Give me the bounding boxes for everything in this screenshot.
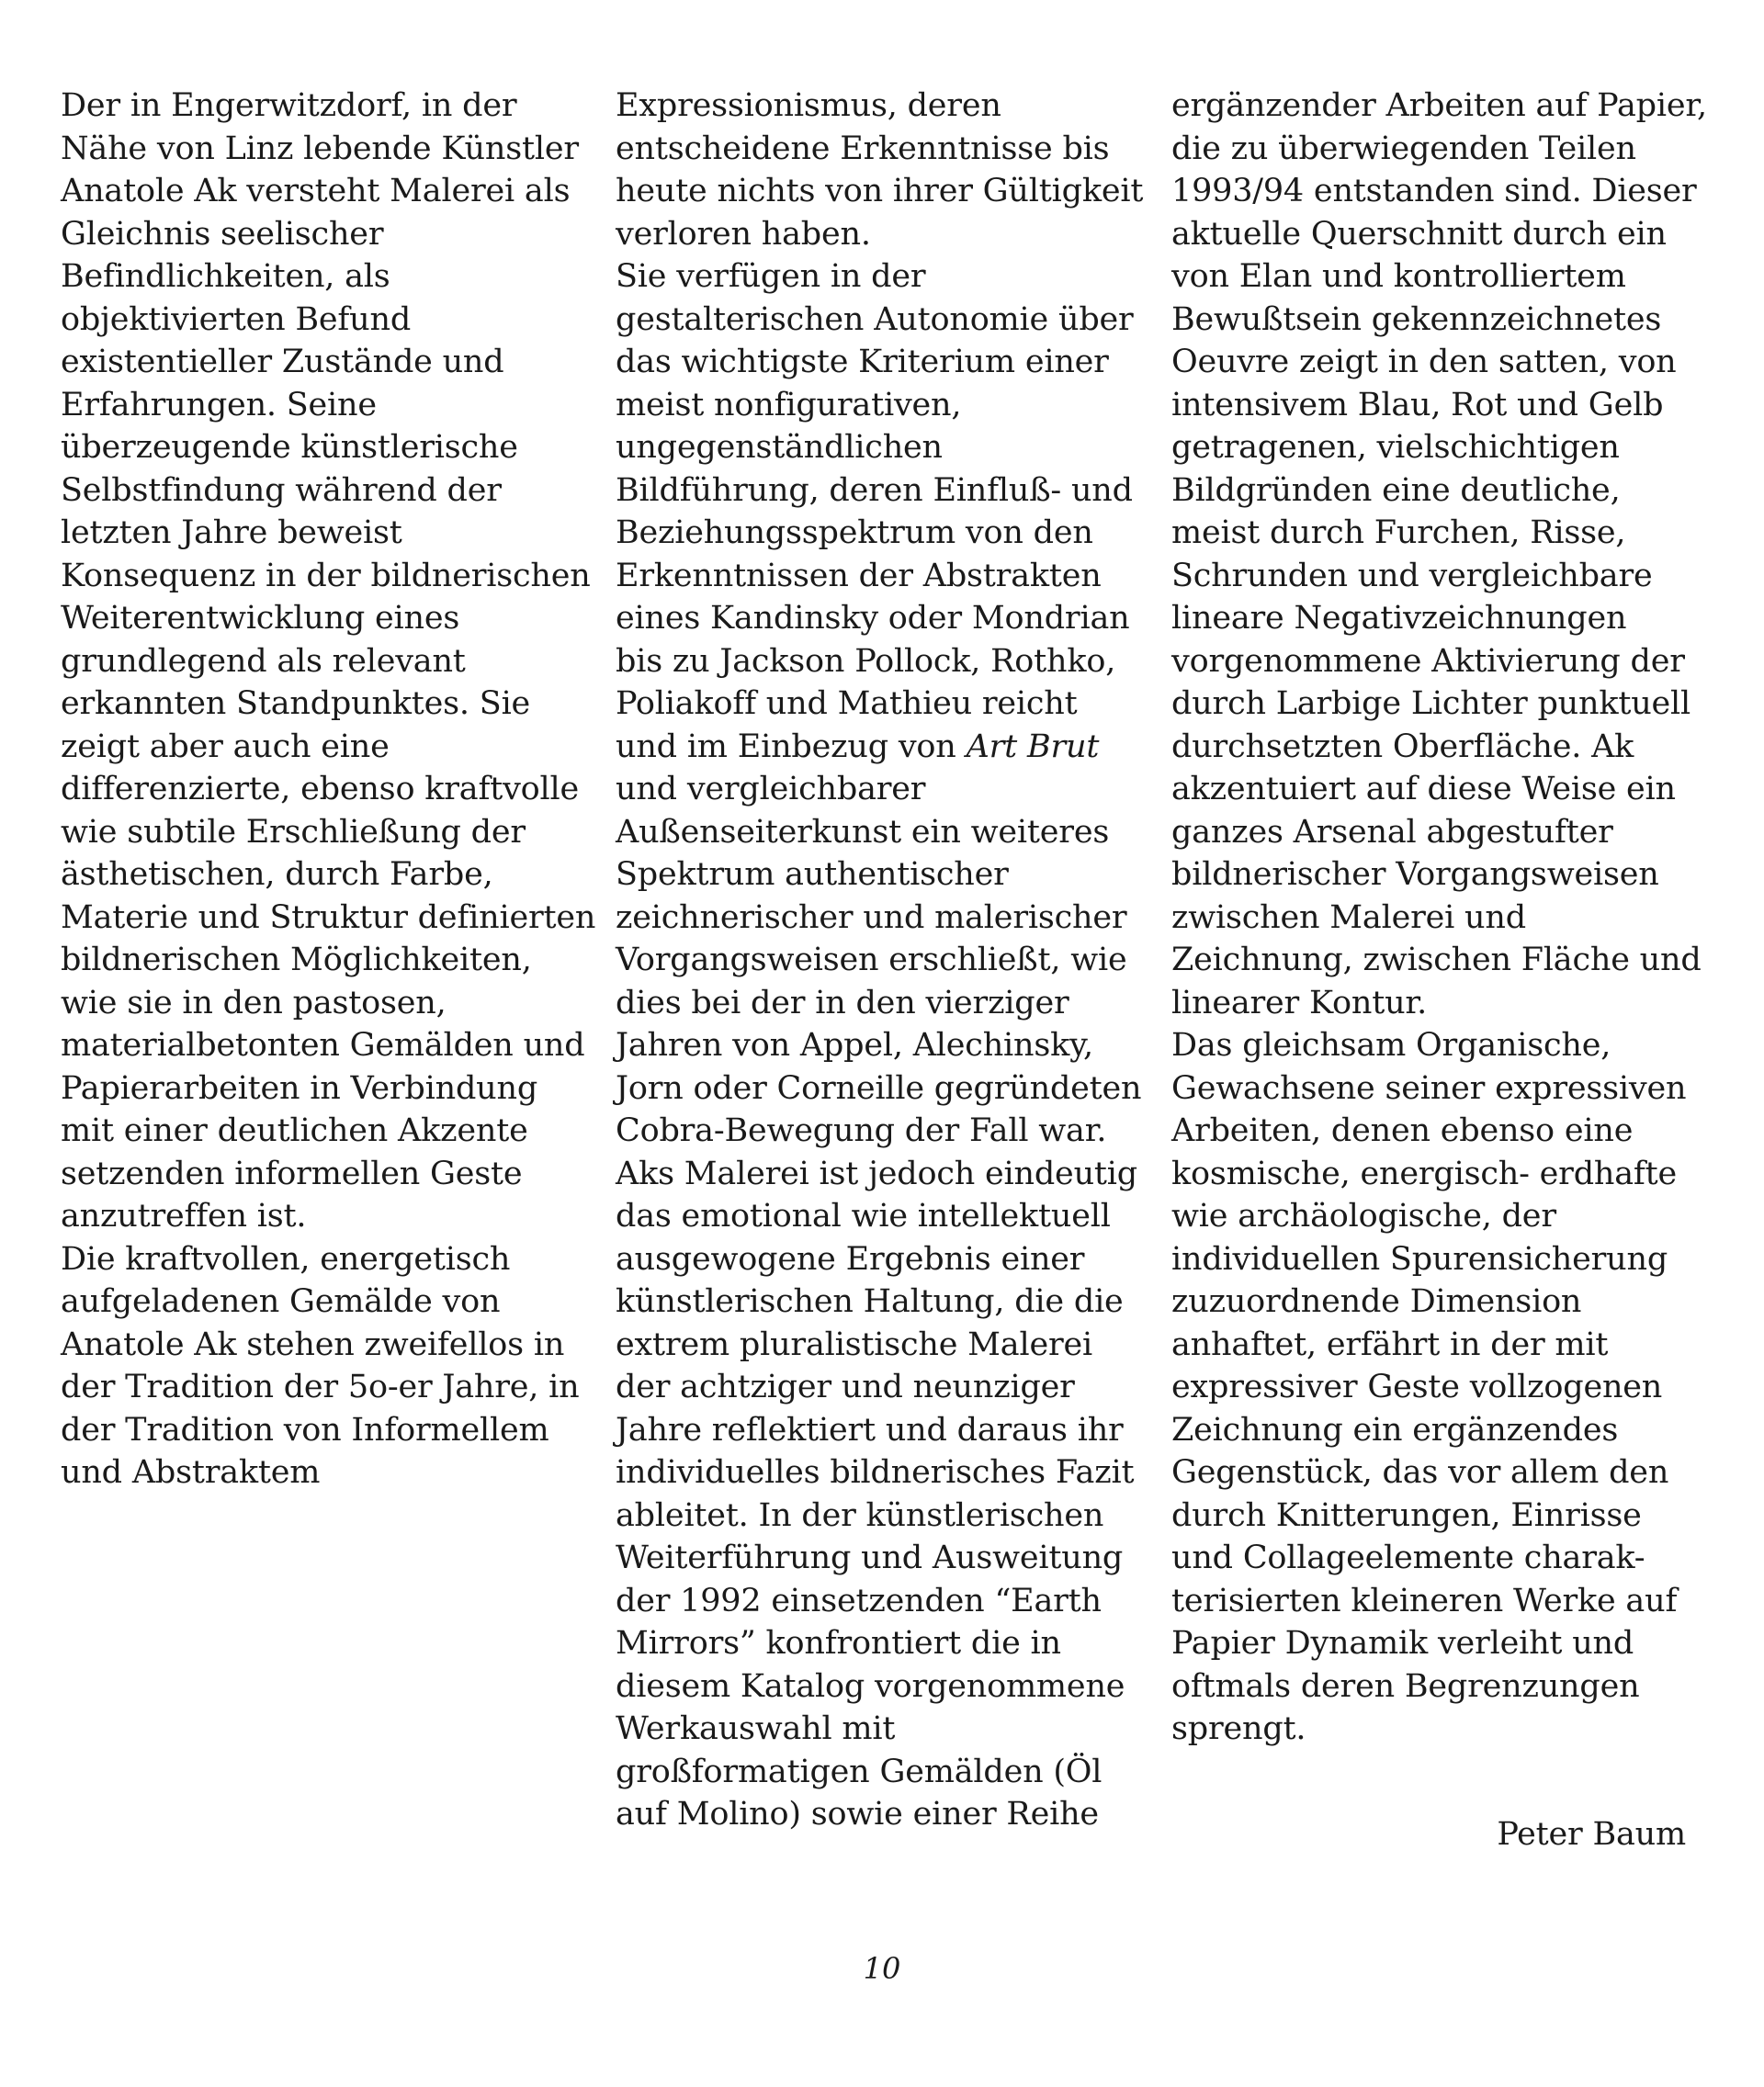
text-line: zeigt aber auch eine	[61, 728, 390, 765]
text-line: Jahre reflektiert und daraus ihr	[616, 1411, 1124, 1449]
text-line: Poliakoff und Mathieu reicht	[616, 685, 1078, 722]
text-line: differenzierte, ebenso kraftvolle	[61, 771, 580, 807]
text-line: Beziehungsspektrum von den	[616, 514, 1093, 551]
text-line: Spektrum authentischer	[616, 856, 1009, 893]
text-line: Papierarbeiten in Verbindung	[61, 1069, 538, 1107]
text-line: materialbetonten Gemälden und	[61, 1027, 585, 1064]
text-line: anhaftet, erfährt in der mit	[1171, 1326, 1609, 1363]
text-line: Erkenntnissen der Abstrakten	[616, 557, 1102, 594]
text-line: und Collageelemente charak-	[1171, 1540, 1645, 1576]
text-line: Weiterentwicklung eines	[61, 600, 460, 637]
text-line: Außenseiterkunst ein weiteres	[616, 813, 1110, 851]
text-line: und vergleichbarer	[616, 771, 926, 807]
text-line: Selbstfindung während der	[61, 471, 502, 509]
text-line: Nähe von Linz lebende Künstler	[61, 130, 579, 167]
text-line: diesem Katalog vorgenommene	[616, 1667, 1125, 1705]
text-line: auf Molino) sowie einer Reihe	[616, 1796, 1099, 1833]
text-line: lineare Negativzeichnungen	[1171, 600, 1627, 637]
text-line: von Elan und kontrolliertem	[1171, 258, 1626, 295]
italic-term: Art Brut	[966, 728, 1100, 765]
text-line: der Tradition der 5o-er Jahre, in	[61, 1369, 580, 1405]
text-line: ausgewogene Ergebnis einer	[616, 1240, 1085, 1278]
text-line: oftmals deren Begrenzungen	[1171, 1667, 1640, 1705]
text-line: durch Knitterungen, Einrisse	[1171, 1496, 1642, 1534]
text-line: und Abstraktem	[61, 1454, 321, 1491]
text-line: Die kraftvollen, energetisch	[61, 1240, 511, 1278]
text-line: dies bei der in den vierziger	[616, 984, 1069, 1021]
text-line: der Tradition von Informellem	[61, 1411, 549, 1449]
text-line: sprengt.	[1171, 1710, 1306, 1747]
text-line: Bildgründen eine deutliche,	[1171, 471, 1621, 509]
text-line: kosmische, energisch- erdhafte	[1171, 1155, 1678, 1192]
text-line: durchsetzten Oberfläche. Ak	[1171, 728, 1634, 765]
text-line: eines Kandinsky oder Mondrian	[616, 600, 1130, 637]
text-line: Anatole Ak stehen zweifellos in	[61, 1326, 565, 1363]
text-line: erkannten Standpunktes. Sie	[61, 685, 531, 722]
text-line: wie archäologische, der	[1171, 1198, 1556, 1235]
text-column-2	[616, 85, 1148, 1836]
text-line: durch Larbige Lichter punktuell	[1171, 685, 1691, 722]
text-line: Vorgangsweisen erschließt, wie	[616, 942, 1127, 978]
text-line: künstlerischen Haltung, die die	[616, 1283, 1124, 1320]
text-line: intensivem Blau, Rot und Gelb	[1171, 386, 1664, 423]
text-line: das wichtigste Kriterium einer	[616, 344, 1109, 380]
text-line: Das gleichsam Organische,	[1171, 1027, 1611, 1064]
text-line: meist durch Furchen, Risse,	[1171, 514, 1626, 551]
text-line: bildnerischer Vorgangsweisen	[1171, 856, 1659, 893]
text-column-1	[61, 85, 594, 1495]
text-line: wie sie in den pastosen,	[61, 984, 447, 1021]
text-line: Jorn oder Corneille gegründeten	[616, 1069, 1142, 1107]
text-line: der achtziger und neunziger	[616, 1369, 1075, 1405]
text-line: setzenden informellen Geste	[61, 1155, 523, 1192]
text-line: individuellen Spurensicherung	[1171, 1240, 1668, 1278]
text-line: Werkauswahl mit	[616, 1710, 896, 1747]
text-line: 1993/94 entstanden sind. Dieser	[1171, 173, 1697, 209]
text-line: meist nonfigurativen,	[616, 386, 962, 423]
text-line: terisierten kleineren Werke auf	[1171, 1582, 1678, 1619]
text-line: Oeuvre zeigt in den satten, von	[1171, 344, 1677, 380]
text-line: Befindlichkeiten, als	[61, 258, 390, 295]
text-line: Papier Dynamik verleiht und	[1171, 1625, 1634, 1662]
text-line: Anatole Ak versteht Malerei als	[61, 173, 571, 209]
text-line: Schrunden und vergleichbare	[1171, 557, 1653, 594]
text-line: akzentuiert auf diese Weise ein	[1171, 771, 1676, 807]
text-line: extrem pluralistische Malerei	[616, 1326, 1093, 1363]
text-line: die zu überwiegenden Teilen	[1171, 130, 1636, 167]
text-line: Bildführung, deren Einfluß- und	[616, 471, 1133, 509]
text-line: Weiterführung und Ausweitung	[616, 1540, 1124, 1576]
text-line: Der in Engerwitzdorf, in der	[61, 87, 517, 124]
text-line: Mirrors” konfrontiert die in	[616, 1625, 1061, 1662]
text-line: anzutreffen ist.	[61, 1198, 307, 1235]
text-line: grundlegend als relevant	[61, 642, 466, 680]
text-line: objektivierten Befund	[61, 300, 412, 338]
text-line: entscheidene Erkenntnisse bis	[616, 130, 1110, 167]
text-line: verloren haben.	[616, 215, 871, 253]
text-line: vorgenommene Aktivierung der	[1171, 642, 1685, 680]
text-line: heute nichts von ihrer Gültigkeit	[616, 173, 1144, 209]
text-line: Gegenstück, das vor allem den	[1171, 1454, 1669, 1491]
text-line: ungegenständlichen	[616, 429, 943, 466]
text-line: Zeichnung, zwischen Fläche und	[1171, 942, 1702, 978]
text-line: Expressionismus, deren	[616, 87, 1001, 124]
text-line: individuelles bildnerisches Fazit	[616, 1454, 1135, 1491]
text-line: Aks Malerei ist jedoch eindeutig	[616, 1155, 1137, 1192]
text-line: zwischen Malerei und	[1171, 898, 1526, 936]
text-line: zuzuordnende Dimension	[1171, 1283, 1582, 1320]
author-signature: Peter Baum	[1497, 1816, 1686, 1853]
text-line: Gewachsene seiner expressiven	[1171, 1069, 1687, 1107]
text-line: getragenen, vielschichtigen	[1171, 429, 1620, 466]
text-line: linearer Kontur.	[1171, 984, 1428, 1021]
text-line: überzeugende künstlerische	[61, 429, 518, 466]
text-line: ganzes Arsenal abgestufter	[1171, 813, 1613, 851]
text-line: bildnerischen Möglichkeiten,	[61, 942, 532, 978]
text-line: wie subtile Erschließung der	[61, 813, 526, 851]
text-line: mit einer deutlichen Akzente	[61, 1112, 528, 1149]
text-line: das emotional wie intellektuell	[616, 1198, 1111, 1235]
text-line: Gleichnis seelischer	[61, 215, 384, 253]
text-line: ableitet. In der künstlerischen	[616, 1496, 1104, 1534]
text-column-3	[1171, 85, 1707, 1751]
text-line: gestalterischen Autonomie über	[616, 300, 1134, 338]
text-line-part: und im Einbezug von	[616, 728, 956, 765]
text-line: großformatigen Gemälden (Öl	[616, 1753, 1102, 1790]
text-line: ästhetischen, durch Farbe,	[61, 856, 493, 893]
text-line: Zeichnung ein ergänzendes	[1171, 1411, 1619, 1449]
text-line: Konsequenz in der bildnerischen	[61, 557, 591, 594]
text-line: der 1992 einsetzenden “Earth	[616, 1582, 1102, 1619]
text-line: Arbeiten, denen ebenso eine	[1171, 1112, 1634, 1149]
text-line: existentieller Zustände und	[61, 344, 504, 380]
text-line: Cobra-Bewegung der Fall war.	[616, 1112, 1107, 1149]
text-line: expressiver Geste vollzogenen	[1171, 1369, 1663, 1405]
text-line: Erfahrungen. Seine	[61, 386, 377, 423]
text-line: zeichnerischer und malerischer	[616, 898, 1127, 936]
text-line: aufgeladenen Gemälde von	[61, 1283, 501, 1320]
text-line: ergänzender Arbeiten auf Papier,	[1171, 87, 1707, 124]
text-line: Materie und Struktur definierten	[61, 898, 596, 936]
text-line: aktuelle Querschnitt durch ein	[1171, 215, 1667, 253]
page-number: 10	[863, 1951, 901, 1986]
text-line: letzten Jahre beweist	[61, 514, 402, 551]
text-line-with-italic	[616, 726, 1148, 769]
text-line: Sie verfügen in der	[616, 258, 926, 295]
text-line: Jahren von Appel, Alechinsky,	[616, 1027, 1093, 1064]
text-line: bis zu Jackson Pollock, Rothko,	[616, 642, 1116, 680]
text-line: Bewußtsein gekennzeichnetes	[1171, 300, 1662, 338]
